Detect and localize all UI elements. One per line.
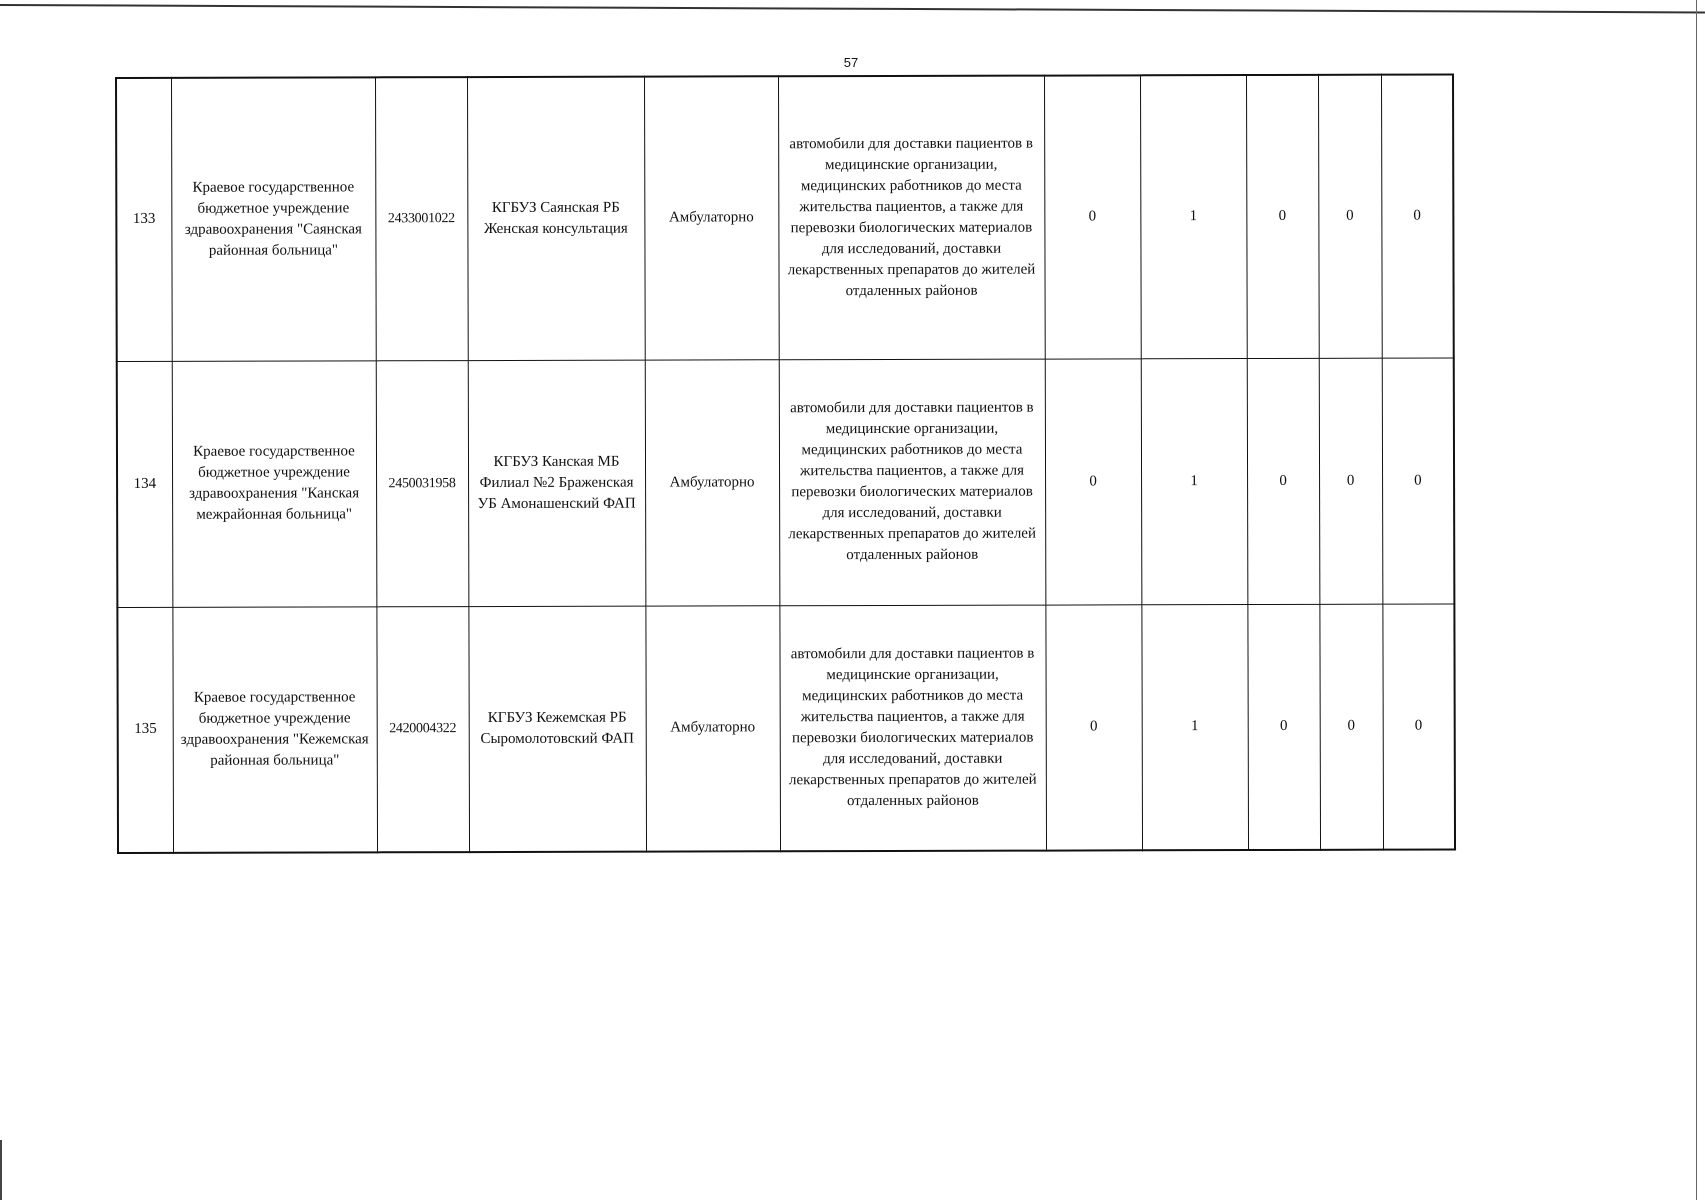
organization-name: Краевое государственное бюджетное учреждение здравоохранения "Кежемская районная больница" <box>172 606 377 853</box>
division-name: КГБУЗ Саянская РБ Женская консультация <box>467 77 645 360</box>
table-row <box>116 74 1454 360</box>
vehicle-purpose: автомобили для доставки пациентов в медицинские организации, медицинских работников до места жительства пациентов, а также для перевозки биологических материалов для исследований, доставки лекарственных препаратов до жителей отдаленных районов <box>778 76 1045 360</box>
vehicle-purpose: автомобили для доставки пациентов в медицинские организации, медицинских работников до места жительства пациентов, а также для перевозки биологических материалов для исследований, доставки лекарственных препаратов до жителей отдаленных районов <box>779 359 1046 606</box>
vehicle-register-table <box>115 73 1456 854</box>
value-cell-1: 0 <box>1045 358 1142 604</box>
vehicle-purpose: автомобили для доставки пациентов в медицинские организации, медицинских работников до места жительства пациентов, а также для перевозки биологических материалов для исследований, доставки лекарственных препаратов до жителей отдаленных районов <box>779 605 1046 852</box>
care-form: Амбулаторно <box>645 359 780 605</box>
scan-right-edge <box>1696 0 1697 1200</box>
scan-top-border <box>0 4 1705 13</box>
page-number: 57 <box>843 55 859 70</box>
organization-name: Краевое государственное бюджетное учреждение здравоохранения "Канская межрайонная больница" <box>172 360 377 607</box>
row-number: 133 <box>116 78 172 361</box>
table-row <box>117 357 1455 606</box>
value-cell-3: 0 <box>1247 604 1320 850</box>
value-cell-2: 1 <box>1141 358 1248 604</box>
value-cell-4: 0 <box>1319 604 1383 850</box>
value-cell-4: 0 <box>1319 358 1383 604</box>
row-number: 135 <box>117 607 173 853</box>
division-name: КГБУЗ Кежемская РБ Сыромолотовский ФАП <box>468 606 646 852</box>
value-cell-5: 0 <box>1381 74 1454 357</box>
care-form: Амбулаторно <box>645 605 780 851</box>
value-cell-4: 0 <box>1318 75 1382 358</box>
value-cell-1: 0 <box>1044 75 1141 358</box>
value-cell-5: 0 <box>1382 603 1455 849</box>
value-cell-1: 0 <box>1045 604 1142 850</box>
inn: 2450031958 <box>376 360 469 606</box>
organization-name: Краевое государственное бюджетное учреждение здравоохранения "Саянская районная больница" <box>171 77 376 361</box>
scan-left-mark <box>0 1140 2 1200</box>
inn: 2420004322 <box>376 606 469 852</box>
inn: 2433001022 <box>375 77 468 360</box>
value-cell-5: 0 <box>1382 357 1455 603</box>
value-cell-3: 0 <box>1247 358 1320 604</box>
table-row <box>117 603 1455 852</box>
value-cell-2: 1 <box>1141 604 1248 850</box>
care-form: Амбулаторно <box>644 76 779 359</box>
row-number: 134 <box>117 361 173 607</box>
division-name: КГБУЗ Канская МБ Филиал №2 Браженская УБ Амонашенский ФАП <box>468 360 646 606</box>
value-cell-2: 1 <box>1140 75 1247 358</box>
value-cell-3: 0 <box>1246 75 1319 358</box>
